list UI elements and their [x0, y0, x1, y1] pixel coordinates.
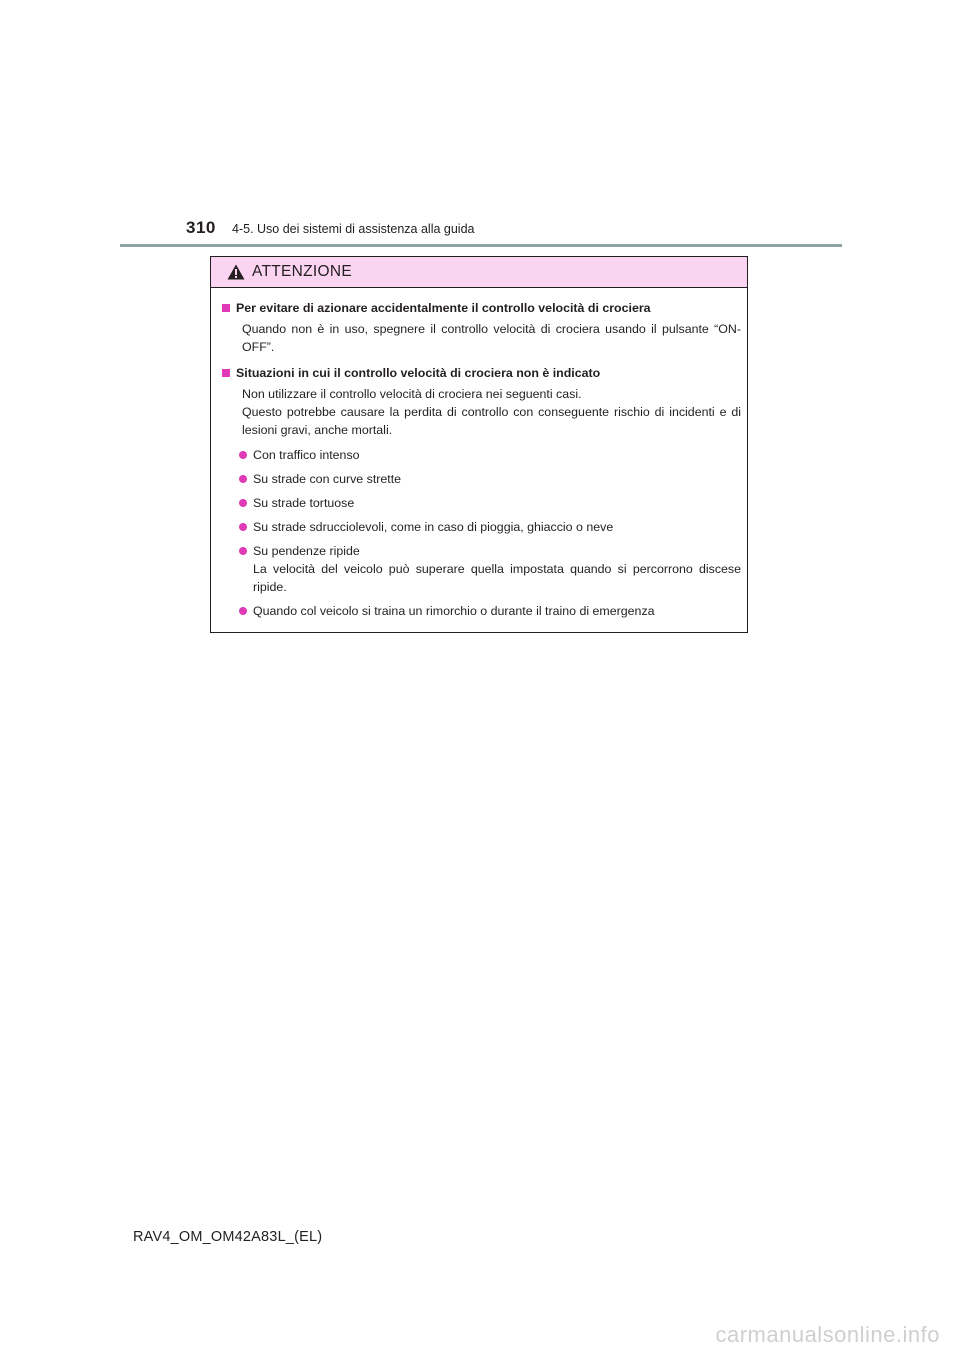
warning-box	[210, 256, 748, 633]
square-bullet-icon	[222, 304, 230, 312]
list-item	[239, 446, 741, 464]
warning-triangle-icon	[227, 264, 245, 280]
item-heading-text: Situazioni in cui il controllo velocità di crociera non è indicato	[236, 366, 601, 380]
circle-bullet-icon	[239, 523, 247, 531]
list-item	[239, 542, 741, 596]
list-item-text-block	[253, 542, 741, 596]
page-number: 310	[186, 218, 216, 237]
item-text: Questo potrebbe causare la perdita di controllo con conseguente rischio di incidenti e di lesioni gravi, anche mortali.	[242, 405, 741, 437]
warning-body	[211, 288, 747, 620]
list-item-text: Con traffico intenso	[253, 448, 360, 462]
list-item-text: Su strade sdrucciolevoli, come in caso di pioggia, ghiaccio o neve	[253, 520, 614, 534]
list-item	[239, 602, 741, 620]
list-item-text: Su pendenze ripide	[253, 544, 360, 558]
list-item	[239, 470, 741, 488]
section-title: 4-5. Uso dei sistemi di assistenza alla guida	[232, 222, 475, 236]
list-item-text: Su strade con curve strette	[253, 472, 402, 486]
footer-document-code: RAV4_OM_OM42A83L_(EL)	[133, 1229, 323, 1245]
circle-bullet-icon	[239, 475, 247, 483]
warning-header	[211, 257, 747, 288]
item-heading	[222, 299, 741, 317]
circle-bullet-icon	[239, 607, 247, 615]
list-item-text: Quando col veicolo si traina un rimorchio o durante il traino di emergenza	[253, 604, 655, 618]
circle-bullet-icon	[239, 547, 247, 555]
watermark: carmanualsonline.info	[715, 1322, 940, 1347]
list-item-text: Su strade tortuose	[253, 496, 355, 510]
list-item	[239, 494, 741, 512]
header-rule	[120, 244, 842, 247]
circle-bullet-icon	[239, 451, 247, 459]
item-heading	[222, 364, 741, 382]
item-heading-text: Per evitare di azionare accidentalmente il controllo velocità di crociera	[236, 301, 651, 315]
warning-label: ATTENZIONE	[252, 263, 353, 280]
item-text: Quando non è in uso, spegnere il controllo velocità di crociera usando il pulsante “ON-OFF”.	[242, 322, 741, 354]
square-bullet-icon	[222, 369, 230, 377]
circle-bullet-icon	[239, 499, 247, 507]
list-item	[239, 518, 741, 536]
list-item-detail: La velocità del veicolo può superare quella impostata quando si percorrono discese ripide.	[253, 562, 741, 594]
item-text: Non utilizzare il controllo velocità di crociera nei seguenti casi.	[242, 387, 582, 401]
